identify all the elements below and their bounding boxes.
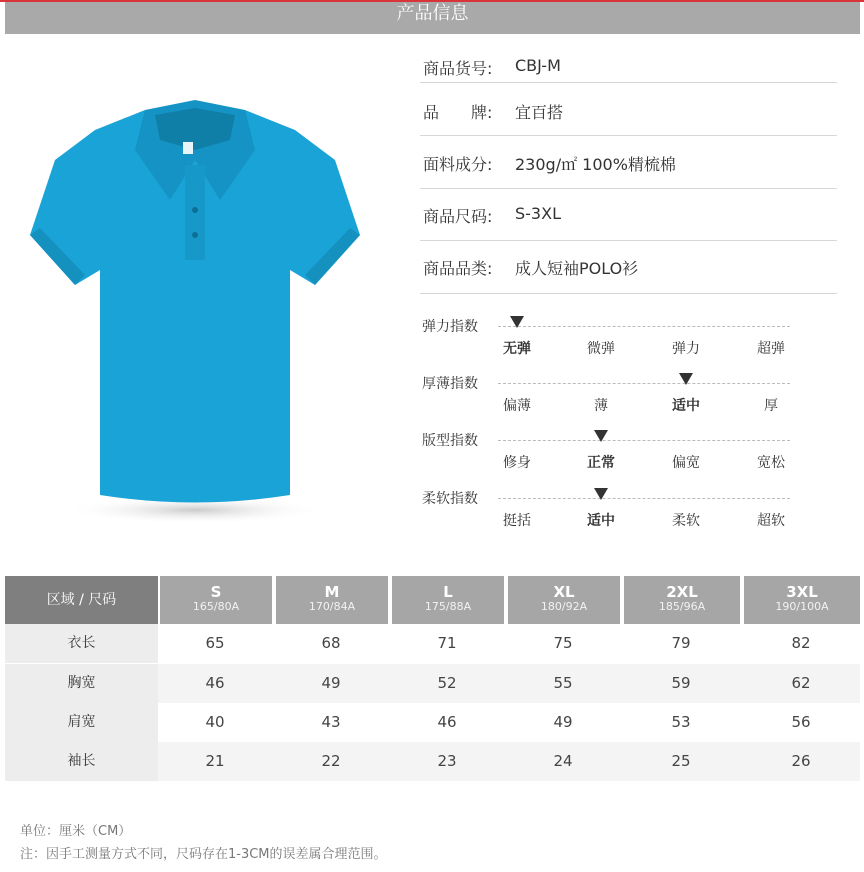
- selected-arrow-icon: [594, 488, 608, 500]
- header-bar: [5, 2, 860, 34]
- spec-value: S-3XL: [515, 204, 561, 223]
- size-label: M: [324, 583, 340, 601]
- selected-arrow-icon: [510, 316, 524, 328]
- table-row: [5, 624, 860, 663]
- size-column-header: [744, 576, 860, 624]
- size-spec-label: 165/80A: [192, 600, 240, 613]
- table-row-label: 衣长: [5, 624, 158, 663]
- selected-arrow-icon: [594, 430, 608, 442]
- index-block: [420, 373, 840, 423]
- polo-shirt-icon: [25, 90, 365, 530]
- index-option: 微弹: [587, 341, 615, 357]
- table-cell: 49: [553, 713, 573, 731]
- size-label: 2XL: [666, 583, 698, 601]
- spec-label: 商品货号:: [423, 59, 493, 78]
- size-column-header: [508, 576, 620, 624]
- spec-row: [420, 56, 837, 83]
- size-label: L: [443, 583, 453, 601]
- size-table-corner: 区域 / 尺码: [5, 576, 158, 624]
- table-cell: 46: [437, 713, 457, 731]
- size-column-header: [624, 576, 740, 624]
- index-option: 挺括: [503, 513, 531, 529]
- spec-row: [420, 256, 837, 294]
- product-image: [25, 90, 365, 530]
- table-cell: 22: [321, 752, 341, 770]
- index-dotted-line: [498, 498, 790, 499]
- table-cell: 23: [437, 752, 457, 770]
- table-row-label: 袖长: [5, 742, 158, 781]
- table-cell: 68: [321, 634, 341, 652]
- table-cell: 62: [791, 674, 811, 692]
- index-block: [420, 316, 840, 366]
- spec-label: 商品尺码:: [423, 207, 493, 226]
- index-option: 正常: [587, 455, 615, 471]
- size-label: 3XL: [786, 583, 818, 601]
- table-cell: 46: [205, 674, 225, 692]
- index-title: 厚薄指数: [422, 376, 478, 392]
- remark-note: 注：因手工测量方式不同，尺码存在1-3CM的误差属合理范围。: [20, 847, 387, 862]
- index-dotted-line: [498, 326, 790, 327]
- spec-label: 品 牌:: [423, 103, 493, 122]
- table-cell: 43: [321, 713, 341, 731]
- table-cell: 65: [205, 634, 225, 652]
- spec-row: [420, 204, 837, 241]
- size-column-header: [276, 576, 388, 624]
- table-cell: 21: [205, 752, 225, 770]
- spec-row: [420, 152, 837, 189]
- table-cell: 55: [553, 674, 573, 692]
- index-dotted-line: [498, 440, 790, 441]
- spec-value: CBJ-M: [515, 56, 561, 75]
- table-cell: 59: [671, 674, 691, 692]
- spec-label: 面料成分:: [423, 155, 493, 174]
- size-table-header: [5, 576, 860, 624]
- index-option: 薄: [594, 398, 608, 414]
- table-cell: 82: [791, 634, 811, 652]
- spec-label: 商品品类:: [423, 259, 493, 278]
- table-cell: 56: [791, 713, 811, 731]
- table-cell: 40: [205, 713, 225, 731]
- table-cell: 25: [671, 752, 691, 770]
- table-row: [5, 742, 860, 781]
- table-row: [5, 664, 860, 703]
- size-label: S: [210, 583, 222, 601]
- table-cell: 49: [321, 674, 341, 692]
- index-title: 柔软指数: [422, 491, 478, 507]
- spec-value: 成人短袖POLO衫: [515, 259, 639, 278]
- size-spec-label: 170/84A: [308, 600, 356, 613]
- index-option: 柔软: [672, 513, 700, 529]
- index-title: 版型指数: [422, 433, 478, 449]
- unit-note: 单位：厘米（CM）: [20, 824, 132, 839]
- spec-value: 230g/㎡ 100%精梳棉: [515, 155, 676, 174]
- size-column-header: [392, 576, 504, 624]
- index-option: 适中: [587, 513, 615, 529]
- index-option: 超软: [757, 513, 785, 529]
- selected-arrow-icon: [679, 373, 693, 385]
- index-block: [420, 430, 840, 480]
- index-block: [420, 488, 840, 538]
- table-cell: 24: [553, 752, 573, 770]
- header-title: 产品信息: [396, 3, 469, 24]
- index-option: 适中: [672, 398, 700, 414]
- index-option: 偏宽: [672, 455, 700, 471]
- size-spec-label: 185/96A: [658, 600, 706, 613]
- table-cell: 52: [437, 674, 457, 692]
- index-title: 弹力指数: [422, 319, 478, 335]
- table-row-label: 肩宽: [5, 703, 158, 742]
- index-option: 修身: [503, 455, 531, 471]
- index-option: 弹力: [672, 341, 700, 357]
- index-option: 偏薄: [503, 398, 531, 414]
- index-option: 厚: [764, 398, 778, 414]
- table-cell: 79: [671, 634, 691, 652]
- index-dotted-line: [498, 383, 790, 384]
- spec-row: [420, 100, 837, 136]
- size-label: XL: [553, 583, 575, 601]
- size-spec-label: 180/92A: [540, 600, 588, 613]
- index-option: 超弹: [757, 341, 785, 357]
- index-option: 宽松: [757, 455, 785, 471]
- table-cell: 53: [671, 713, 691, 731]
- table-row-label: 胸宽: [5, 664, 158, 703]
- table-row: [5, 703, 860, 742]
- table-cell: 71: [437, 634, 457, 652]
- size-spec-label: 190/100A: [775, 600, 829, 613]
- spec-value: 宜百搭: [515, 103, 564, 122]
- table-cell: 26: [791, 752, 811, 770]
- size-column-header: [160, 576, 272, 624]
- index-option: 无弹: [503, 341, 531, 357]
- table-cell: 75: [553, 634, 573, 652]
- size-spec-label: 175/88A: [424, 600, 472, 613]
